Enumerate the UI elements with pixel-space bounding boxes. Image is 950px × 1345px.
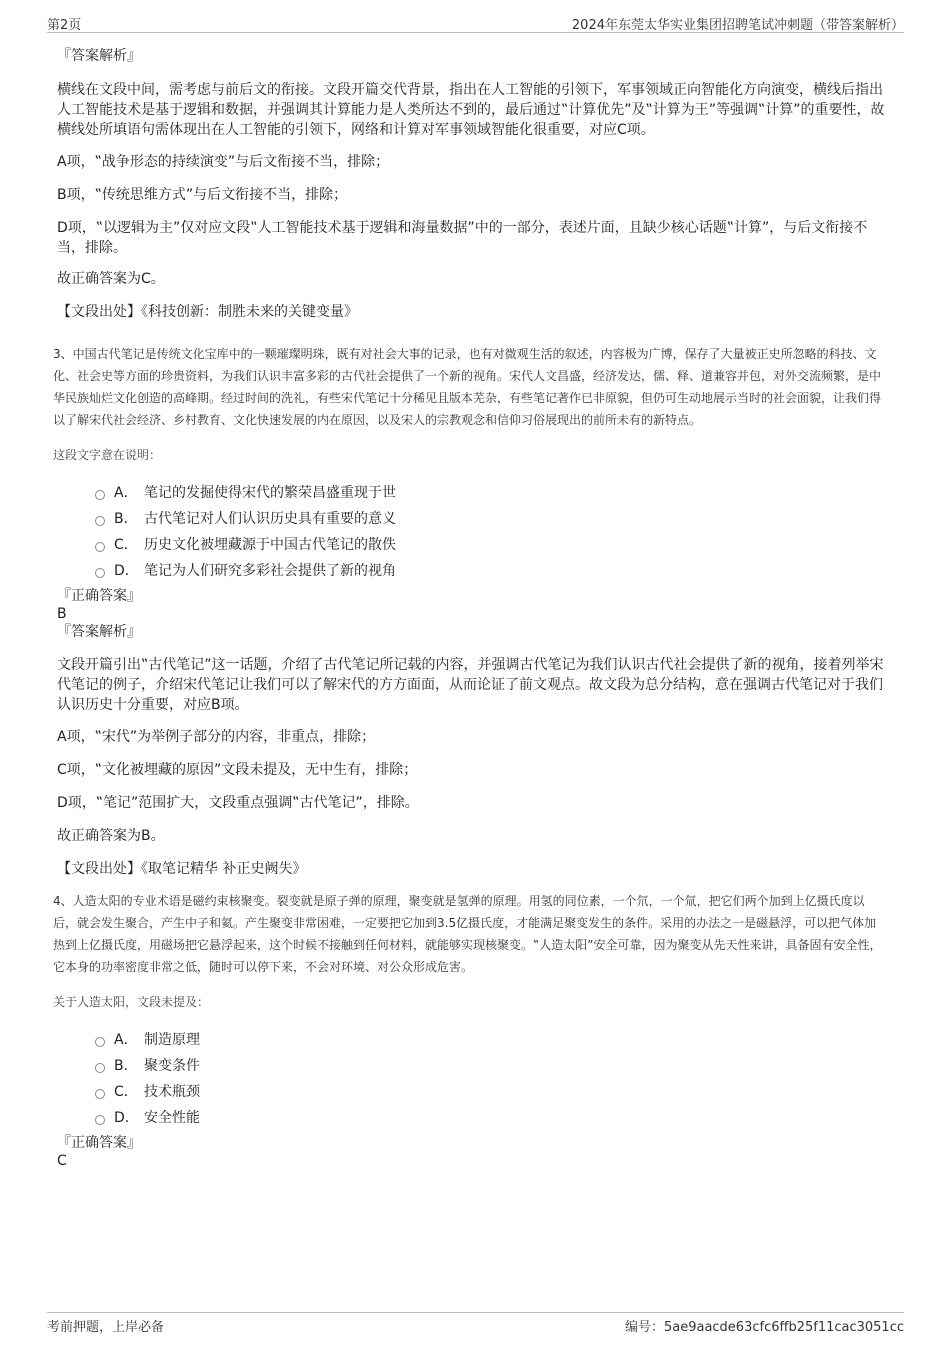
q2-option-b-note: B项，‟传统思维方式”与后文衔接不当，排除； bbox=[57, 187, 348, 203]
q4-option-a[interactable]: A． 制造原理 bbox=[95, 1026, 925, 1052]
radio-button[interactable] bbox=[95, 542, 105, 552]
q2-analysis-label: 『答案解析』 bbox=[57, 48, 141, 64]
q3-answer: B bbox=[57, 606, 67, 622]
q3-option-c-note: C项，‟文化被埋藏的原因”文段未提及，无中生有，排除； bbox=[57, 762, 418, 778]
q4-question-text: 4、人造太阳的专业术语是磁约束核聚变。裂变就是原子弹的原理，聚变就是氢弹的原理。用氢的同位素，一个氘，一个氚，把它们两个加到上亿摄氏度以后，就会发生聚合，产生中子和氦。产生聚变非常困难，一定要把它加到3.5亿摄氏度，才能满足聚变发生的条件。采用的办法之一是磁悬浮，可以把气体加热到上亿摄氏度，用磁场把它悬浮起来，这个时候不接触到任何材料，就能够实现核聚变。‟人造太阳”安全可靠，因为聚变从先天性来讲，具备固有安全性，它本身的功率密度非常之低，随时可以停下来，不会对环境、对公众形成危害。 bbox=[53, 894, 882, 974]
q3-source bbox=[57, 859, 887, 879]
q4-options bbox=[95, 1026, 925, 1130]
q2-analysis: 横线在文段中间，需考虑与前后文的衔接。文段开篇交代背景，指出在人工智能的引领下，军事领域正向智能化方向演变，横线后指出人工智能技术是基于逻辑和数据，并强调其计算能力是人类所达不到的，最后通过‟计算优先”及‟计算为王”等强调‟计算”的重要性，故横线处所填语句需体现出在人工智能的引领下，网络和计算对军事领域智能化很重要，对应C项。 bbox=[57, 82, 885, 138]
q2-option-d-note: D项，‟以逻辑为主”仅对应文段‟人工智能技术基于逻辑和海量数据”中的一部分，表述片面，且缺少核心话题‟计算”，与后文衔接不当，排除。 bbox=[57, 220, 868, 256]
page-content bbox=[53, 46, 887, 1170]
radio-button[interactable] bbox=[95, 1115, 105, 1125]
page-footer bbox=[47, 1312, 904, 1337]
q4-option-c[interactable]: C． 技术瓶颈 bbox=[95, 1078, 925, 1104]
radio-button[interactable] bbox=[95, 516, 105, 526]
radio-button[interactable] bbox=[95, 1063, 105, 1073]
q3-analysis-label: 『答案解析』 bbox=[57, 624, 141, 640]
q3-option-c[interactable]: C． 历史文化被埋藏源于中国古代笔记的散佚 bbox=[95, 531, 925, 557]
document-title: 2024年东莞太华实业集团招聘笔试冲刺题（带答案解析） bbox=[571, 18, 904, 33]
q2-source bbox=[57, 302, 887, 322]
q3-option-d[interactable]: D． 笔记为人们研究多彩社会提供了新的视角 bbox=[95, 557, 925, 583]
q4-option-b[interactable]: B． 聚变条件 bbox=[95, 1052, 925, 1078]
q3-option-b[interactable]: B． 古代笔记对人们认识历史具有重要的意义 bbox=[95, 505, 925, 531]
radio-button[interactable] bbox=[95, 1037, 105, 1047]
q4-answer: C bbox=[57, 1153, 67, 1169]
q3-source-label: 【文段出处】 bbox=[57, 861, 141, 877]
page-number: 第2页 bbox=[47, 18, 82, 33]
q4-answer-label: 『正确答案』 bbox=[57, 1135, 141, 1151]
q3-source-title: 《取笔记精华 补正史阙失》 bbox=[141, 861, 307, 877]
radio-button[interactable] bbox=[95, 1089, 105, 1099]
radio-button[interactable] bbox=[95, 490, 105, 500]
q3-option-d-note: D项，‟笔记”范围扩大，文段重点强调‟古代笔记”，排除。 bbox=[57, 795, 419, 811]
q3-conclusion: 故正确答案为B。 bbox=[57, 828, 165, 844]
q3-option-a[interactable]: A． 笔记的发掘使得宋代的繁荣昌盛重现于世 bbox=[95, 479, 925, 505]
page-header bbox=[47, 14, 904, 33]
radio-button[interactable] bbox=[95, 568, 105, 578]
q4-option-d[interactable]: D． 安全性能 bbox=[95, 1104, 925, 1130]
footer-slogan: 考前押题，上岸必备 bbox=[47, 1320, 165, 1335]
footer-code: 编号：5ae9aacde63cfc6ffb25f11cac3051cc bbox=[624, 1320, 904, 1335]
q3-analysis: 文段开篇引出‟古代笔记”这一话题，介绍了古代笔记所记载的内容，并强调古代笔记为我们认识古代社会提供了新的视角，接着列举宋代笔记的例子，介绍宋代笔记让我们可以了解宋代的方方面面，从而论证了前文观点。故文段为总分结构，意在强调古代笔记对于我们认识历史十分重要，对应B项。 bbox=[57, 657, 884, 713]
q3-answer-label: 『正确答案』 bbox=[57, 588, 141, 604]
q2-option-a-note: A项，‟战争形态的持续演变”与后文衔接不当，排除； bbox=[57, 154, 390, 170]
q3-options bbox=[95, 479, 925, 583]
q2-source-label: 【文段出处】 bbox=[57, 304, 141, 320]
q2-conclusion: 故正确答案为C。 bbox=[57, 271, 165, 287]
q3-question-text: 3、中国古代笔记是传统文化宝库中的一颗璀璨明珠，既有对社会大事的记录，也有对微观生活的叙述，内容极为广博，保存了大量被正史所忽略的科技、文化、社会史等方面的珍贵资料，为我们认识丰富多彩的古代社会提供了一个新的视角。宋代人文昌盛，经济发达，儒、释、道兼容并包，对外交流频繁，是中华民族灿烂文化创造的高峰期。经过时间的洗礼，有些宋代笔记十分稀见且版本芜杂，有些笔记著作已非原貌，但仍可生动地展示当时的社会面貌，让我们得以了解宋代社会经济、乡村教育、文化快速发展的内在原因，以及宋人的宗教观念和信仰习俗展现出的前所未有的新特点。 bbox=[53, 347, 882, 427]
q3-option-a-note: A项，‟宋代”为举例子部分的内容，非重点，排除； bbox=[57, 729, 376, 745]
q2-source-title: 《科技创新：制胜未来的关键变量》 bbox=[141, 304, 358, 320]
q4-prompt: 关于人造太阳，文段未提及： bbox=[53, 995, 210, 1009]
q3-prompt: 这段文字意在说明： bbox=[53, 448, 162, 462]
